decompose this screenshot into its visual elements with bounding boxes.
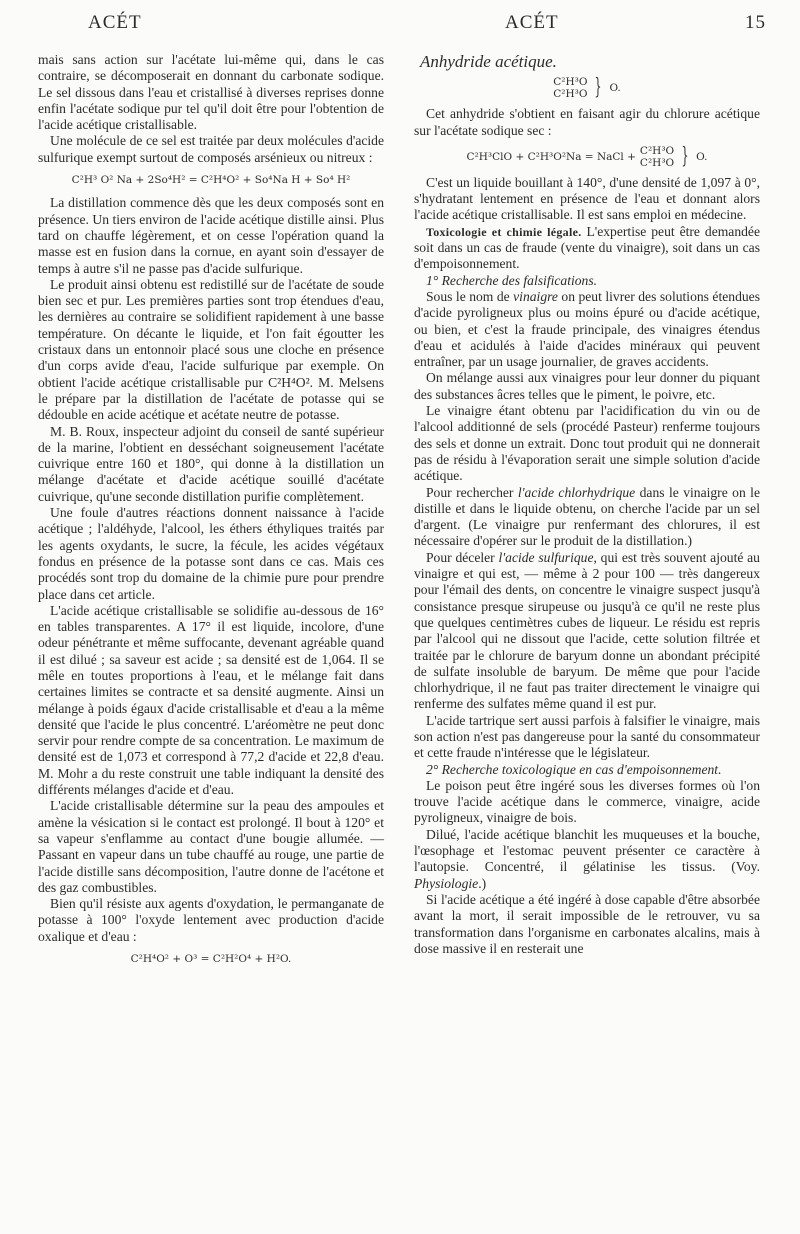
left-column [38, 52, 384, 974]
paragraph [414, 224, 760, 273]
subsection-heading [414, 762, 760, 778]
text: Sous le nom de [426, 288, 514, 304]
paragraph: L'acide acétique cristallisable se solidifie au-dessous de 16° en tables transparentes. A 17° il est liquide, incolore, d'une odeur pénétrante et même suffocante, devenant agréable quand il est dilué ; sa saveur est acide ; sa densité est de 1,064. Il se mêle en toutes proportions à l'eau, et le mélange fait dans certaines limites se contracte et sa densité augmente. Ainsi un mélange à poids égaux d'acide cristallisable et d'eau a la même densité que l'acide le plus concentré. L'aréomètre ne peut donc servir pour rendre compte de sa concentration. Le maximum de densité est de 1,073 et correspond à 77,2 d'acide et 22,8 d'eau. M. Mohr a du reste construit une table indiquant la densité des différents mélanges d'acide et d'eau. [38, 602, 384, 798]
text: .) [478, 875, 487, 891]
paragraph: Une molécule de ce sel est traitée par deux molécules d'acide sulfurique exempt surtout de composés arsénieux ou nitreux : [38, 133, 384, 165]
paragraph: M. B. Roux, inspecteur adjoint du conseil de santé supérieur de la marine, l'obtient en desséchant soigneusement l'acétate cuivrique entre 160 et 180°, qui donne à la distillation un mélange d'acétate et d'acide acétique souillé d'acétate cuivrique, qu'une seconde distillation purifie complètement. [38, 423, 384, 504]
emphasis: vinaigre [513, 288, 558, 304]
text: Pour déceler [426, 549, 499, 565]
paragraph [414, 550, 760, 713]
paragraph [414, 289, 760, 370]
text: Pour rechercher [426, 484, 518, 500]
formula-tail: O. [696, 150, 708, 163]
paragraph: Le poison peut être ingéré sous les diverses formes où l'on trouve l'acide acétique dans le commerce, vinaigre, acide pyroligneux, vinaigre de bois. [414, 777, 760, 826]
formula-top: C²H³O [553, 76, 588, 89]
paragraph: Bien qu'il résiste aux agents d'oxydation, le permanganate de potasse à 100° l'oxyde lentement avec production d'acide oxalique et d'eau : [38, 896, 384, 944]
formula-top: C²H³O [639, 144, 675, 157]
chemical-equation [414, 145, 760, 169]
text: dans le vinaigre on le distille et dans le liquide obtenu, on cherche l'acide par un sel d'argent. (Le vinaigre pur renfermant des chlorures, il est nécessaire d'opérer sur le produit de la distillation.) [414, 484, 760, 549]
text: on peut livrer des solutions étendues d'acide pyroligneux plus ou moins épuré ou d'acide acétique, ou bien, et c'est la fraude principale, des vinaigres étendus d'eau et acidulés à l'aide d'acides minéraux qui peuvent entraîner, par un usage journalier, de graves accidents. [414, 288, 760, 370]
chemical-equation: C²H⁴O² + O³ = C²H²O⁴ + H²O. [130, 953, 292, 966]
emphasis: l'acide sulfurique [498, 549, 594, 565]
brace-glyph: } [594, 75, 602, 101]
chemical-equation: C²H³ O² Na + 2So⁴H² = C²H⁴O² + So⁴Na H + So⁴ H² [71, 174, 351, 187]
paragraph: Le produit ainsi obtenu est redistillé sur de l'acétate de soude bien sec et pur. Les premières parties sont trop étendues d'eau, les dernières au contraire se solidifient rapidement à une basse température. On décante le liquide, et l'on fait égoutter les cristaux dans un entonnoir placé sous une cloche en présence d'un corps avide d'eau, l'acide sulfurique par exemple. On obtient l'acide acétique cristallisable pur C²H⁴O². M. Melsens le prépare par la distillation de l'acétate de potasse qui se dédouble en acide acétique et acétate neutre de potasse. [38, 276, 384, 423]
equation-left: C²H³ClO + C²H³O²Na = NaCl + [466, 150, 636, 163]
subsection-heading [414, 273, 760, 289]
section-title: Anhydride acétique. [420, 52, 557, 71]
paragraph: L'acide cristallisable détermine sur la peau des ampoules et amène la vésication si le contact est prolongé. Il bout à 120° et sa vapeur s'enflamme au contact d'une bougie allumée. — Passant en vapeur dans un tube chauffé au rouge, une partie de l'acide distille sans décomposition, l'autre donne de l'acétone et des gaz combustibles. [38, 798, 384, 895]
paragraph: Si l'acide acétique a été ingéré à dose capable d'être absorbée avant la mort, il serait impossible de le retrouver, vu sa transformation dans l'organisme en carbonates alcalins, mais à dose massive il en resterait une [414, 891, 760, 956]
paragraph: La distillation commence dès que les deux composés sont en présence. Un tiers environ de l'acide acétique distille ainsi. Plus tard on chauffe légèrement, et on cesse l'opération quand la masse est en fusion dans la cornue, en ayant soin d'essayer de temps à autre s'il ne passe pas d'acide sulfurique. [38, 195, 384, 276]
paragraph: Le vinaigre étant obtenu par l'acidification du vin ou de l'alcool additionné de sels (procédé Pasteur) renferme toujours des sels et donne un extrait. Donc tout produit qui ne donnerait pas de résidu à l'évaporation serait une simple solution d'acide acétique. [414, 403, 760, 484]
paragraph [414, 827, 760, 892]
section-lead: Toxicologie et chimie légale. [426, 224, 582, 239]
paragraph-text: L'expertise peut être demandée soit dans un cas de fraude (vente du vinaigre), soit dans un cas d'empoisonnement. [414, 223, 760, 272]
subsection-heading-text: 2° Recherche toxicologique en cas d'empoisonnement. [426, 761, 722, 777]
formula-stack [640, 145, 674, 169]
paragraph [414, 485, 760, 550]
paragraph: L'acide tartrique sert aussi parfois à falsifier le vinaigre, mais son action n'est pas dangereuse pour la santé du consommateur et cette fraude n'intéresse que le législateur. [414, 712, 760, 761]
formula-tail: O. [609, 82, 621, 95]
paragraph: Cet anhydride s'obtient en faisant agir du chlorure acétique sur l'acétate sodique sec : [414, 106, 760, 138]
chemical-formula [414, 76, 760, 100]
running-header-right: ACÉT [505, 12, 559, 33]
running-header-left: ACÉT [88, 12, 142, 33]
paragraph: Une foule d'autres réactions donnent naissance à l'acide acétique ; l'aldéhyde, l'alcool, les éthers éthyliques traités par les agents oxydants, le sucre, la fécule, les acides végétaux fondus en présence de la potasse sont dans ce cas. Mais ces procédés sont trop du domaine de la chimie pure pour prendre place dans cet article. [38, 505, 384, 602]
right-column [414, 52, 760, 957]
subsection-heading-text: 1° Recherche des falsifications. [426, 272, 598, 288]
paragraph: C'est un liquide bouillant à 140°, d'une densité de 1,097 à 0°, s'hydratant lentement en présence de l'eau et donnant alors l'acide acétique cristallisable. Il est sans emploi en médecine. [414, 174, 760, 223]
emphasis: Physiologie [414, 875, 479, 891]
page-number: 15 [745, 12, 766, 33]
formula-stack [553, 76, 587, 100]
text: Dilué, l'acide acétique blanchit les muqueuses et la bouche, l'œsophage et l'estomac peuvent présenter ce caractère à l'autopsie. Concentré, il gélatinise les tissus. (Voy. [414, 826, 760, 875]
emphasis: l'acide chlorhydrique [517, 484, 636, 500]
paragraph: mais sans action sur l'acétate lui-même qui, dans le cas contraire, se décomposerait en donnant du carbonate sodique. Le sel dissous dans l'eau et cristallisé à diverses reprises donne enfin l'acétate sodique pur tel qu'il doit être pour l'obtention de l'acide acétique cristallisable. [38, 52, 384, 133]
text: , qui est très souvent ajouté au vinaigre et qui est, — même à 2 pour 100 — très dangereux pour l'émail des dents, on concentre le vinaigre suspect jusqu'à consistance presque sirupeuse ou jusqu'à ce qu'il ne reste plus que quelques centimètres cubes de liqueur. Le résidu est repris par l'alcool qui ne dissout que l'acide, cette solution filtrée et traitée par le chlorure de baryum donne un abondant précipité de sulfate insoluble de baryum. De même que pour l'acide chlorhydrique, il ne faut pas traiter directement le vinaigre qui renferme des sulfates même quand il est pur. [414, 549, 760, 712]
formula-bottom: C²H³O [553, 88, 588, 101]
brace-glyph: } [681, 143, 689, 169]
formula-bottom: C²H³O [639, 156, 675, 169]
paragraph: On mélange aussi aux vinaigres pour leur donner du piquant des substances âcres telles que le piment, le poivre, etc. [414, 370, 760, 402]
